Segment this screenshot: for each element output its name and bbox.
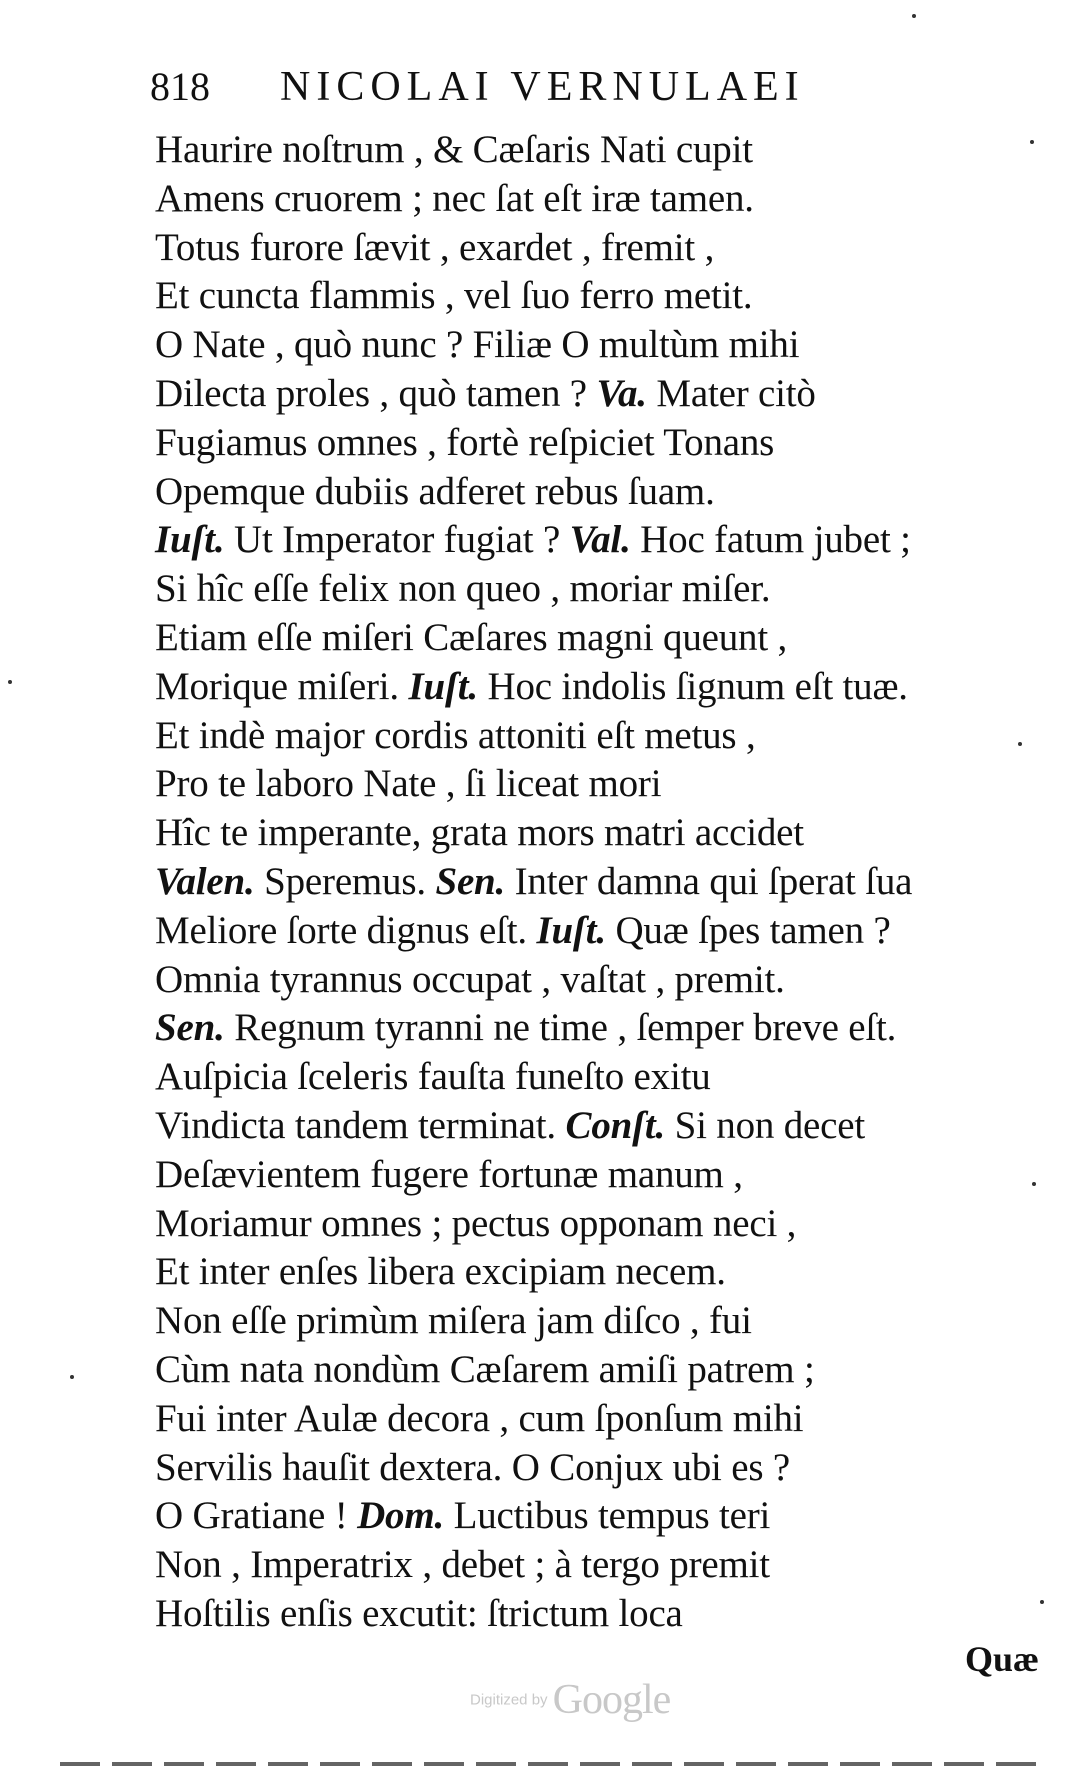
catchword: Quæ [964, 1639, 1039, 1679]
verse-line [155, 175, 1055, 224]
speaker-label: Iuſt. [155, 518, 225, 562]
watermark-brand: Google [552, 1677, 671, 1723]
verse-line [155, 956, 1055, 1005]
verse-text: Servilis hauſit dextera. O Conjux ubi es ? [155, 1445, 790, 1489]
verse-text: Hîc te imperante, grata mors matri accidet [155, 811, 804, 855]
verse-line [155, 1151, 1055, 1200]
digitization-watermark [470, 1676, 710, 1736]
running-head [150, 62, 910, 112]
verse-line [155, 468, 1055, 517]
verse-text: Et cuncta flammis , vel ſuo ferro metit. [155, 274, 753, 318]
verse-text: Moriamur omnes ; pectus opponam neci , [155, 1201, 797, 1245]
verse-line [155, 663, 1055, 712]
verse-line [155, 858, 1055, 907]
verse-line [155, 1395, 1055, 1444]
watermark-prefix: Digitized by [470, 1691, 548, 1709]
verse-line [155, 272, 1055, 321]
verse-text: Etiam eſſe miſeri Cæſares magni queunt , [155, 615, 788, 659]
verse-text: Et indè major cordis attoniti eſt metus , [155, 713, 756, 757]
verse-text: Dilecta proles , quò tamen ? [155, 371, 597, 415]
verse-text: Meliore ſorte dignus eſt. [155, 908, 537, 952]
verse-text: Totus furore ſævit , exardet , fremit , [155, 225, 715, 269]
verse-text: Si hîc eſſe felix non queo , moriar miſer. [155, 567, 771, 611]
verse-text: Non eſſe primùm miſera jam diſco , fui [155, 1299, 752, 1343]
verse-line [155, 1297, 1055, 1346]
print-speck [1030, 140, 1034, 144]
verse-text: O Nate , quò nunc ? Filiæ O multùm mihi [155, 323, 800, 367]
verse-line [155, 1492, 1055, 1541]
verse-text: Pro te laboro Nate , ſi liceat mori [155, 762, 662, 806]
verse-line [155, 419, 1055, 468]
verse-line [155, 224, 1055, 273]
verse-text-block [155, 126, 1055, 1639]
verse-text: Ut Imperator fugiat ? [224, 518, 570, 562]
verse-line [155, 1102, 1055, 1151]
speaker-label: Sen. [155, 1006, 225, 1050]
speaker-label: Iuſt. [536, 908, 606, 952]
verse-line [155, 1248, 1055, 1297]
verse-text: Deſævientem fugere fortunæ manum , [155, 1152, 743, 1196]
print-speck [912, 14, 916, 18]
verse-text: Omnia tyrannus occupat , vaſtat , premit. [155, 957, 785, 1001]
verse-text: Quæ ſpes tamen ? [605, 908, 891, 952]
print-speck [70, 1375, 74, 1379]
verse-text: Mater citò [646, 371, 816, 415]
verse-line [155, 1004, 1055, 1053]
verse-text: Haurire noſtrum , & Cæſaris Nati cupit [155, 128, 753, 171]
verse-text: Auſpicia ſceleris fauſta funeſto exitu [155, 1055, 711, 1099]
verse-text: Regnum tyranni ne time , ſemper breve eſt. [224, 1006, 897, 1050]
verse-line [155, 1590, 1055, 1639]
verse-text: Inter damna qui ſperat ſua [505, 859, 913, 903]
verse-line [155, 1200, 1055, 1249]
verse-text: Hoc indolis ſignum eſt tuæ. [477, 664, 908, 708]
verse-text: Non , Imperatrix , debet ; à tergo premit [155, 1543, 770, 1587]
running-head-title: NICOLAI VERNULAEI [280, 64, 805, 110]
speaker-label: Sen. [435, 859, 506, 903]
speaker-label: Conſt. [565, 1103, 666, 1147]
print-speck [1040, 1600, 1044, 1604]
verse-line [155, 1053, 1055, 1102]
verse-line [155, 565, 1055, 614]
verse-line [155, 1346, 1055, 1395]
verse-text: Opemque dubiis adferet rebus ſuam. [155, 469, 715, 513]
verse-text: Et inter enſes libera excipiam necem. [155, 1250, 726, 1294]
verse-text: O Gratiane ! [155, 1494, 358, 1538]
verse-text: Fui inter Aulæ decora , cum ſponſum mihi [155, 1396, 804, 1440]
print-speck [1032, 1182, 1036, 1186]
verse-line [155, 321, 1055, 370]
verse-line [155, 907, 1055, 956]
verse-line [155, 614, 1055, 663]
print-speck [1018, 742, 1022, 746]
verse-text: Speremus. [254, 859, 436, 903]
speaker-label: Va. [596, 371, 647, 415]
verse-text: Si non decet [665, 1103, 866, 1147]
verse-line [155, 516, 1055, 565]
speaker-label: Dom. [357, 1494, 445, 1538]
verse-line [155, 1444, 1055, 1493]
bottom-page-edge [60, 1762, 1040, 1766]
verse-line [155, 809, 1055, 858]
verse-line [155, 712, 1055, 761]
verse-line [155, 760, 1055, 809]
verse-line [155, 126, 1055, 175]
print-speck [8, 680, 12, 684]
verse-text: Morique miſeri. [155, 664, 409, 708]
verse-text: Cùm nata nondùm Cæſarem amiſi patrem ; [155, 1347, 815, 1391]
verse-text: Hoc fatum jubet ; [630, 518, 911, 562]
verse-text: Fugiamus omnes , fortè reſpiciet Tonans [155, 420, 775, 464]
verse-text: Luctibus tempus teri [444, 1494, 771, 1538]
speaker-label: Val. [569, 518, 631, 562]
verse-line [155, 1541, 1055, 1590]
verse-text: Vindicta tandem terminat. [155, 1103, 566, 1147]
verse-text: Amens cruorem ; nec ſat eſt iræ tamen. [155, 176, 754, 220]
speaker-label: Iuſt. [408, 664, 478, 708]
speaker-label: Valen. [155, 859, 255, 903]
page-number: 818 [150, 64, 210, 109]
verse-text: Hoſtilis enſis excutit: ſtrictum loca [155, 1591, 683, 1635]
verse-line [155, 370, 1055, 419]
